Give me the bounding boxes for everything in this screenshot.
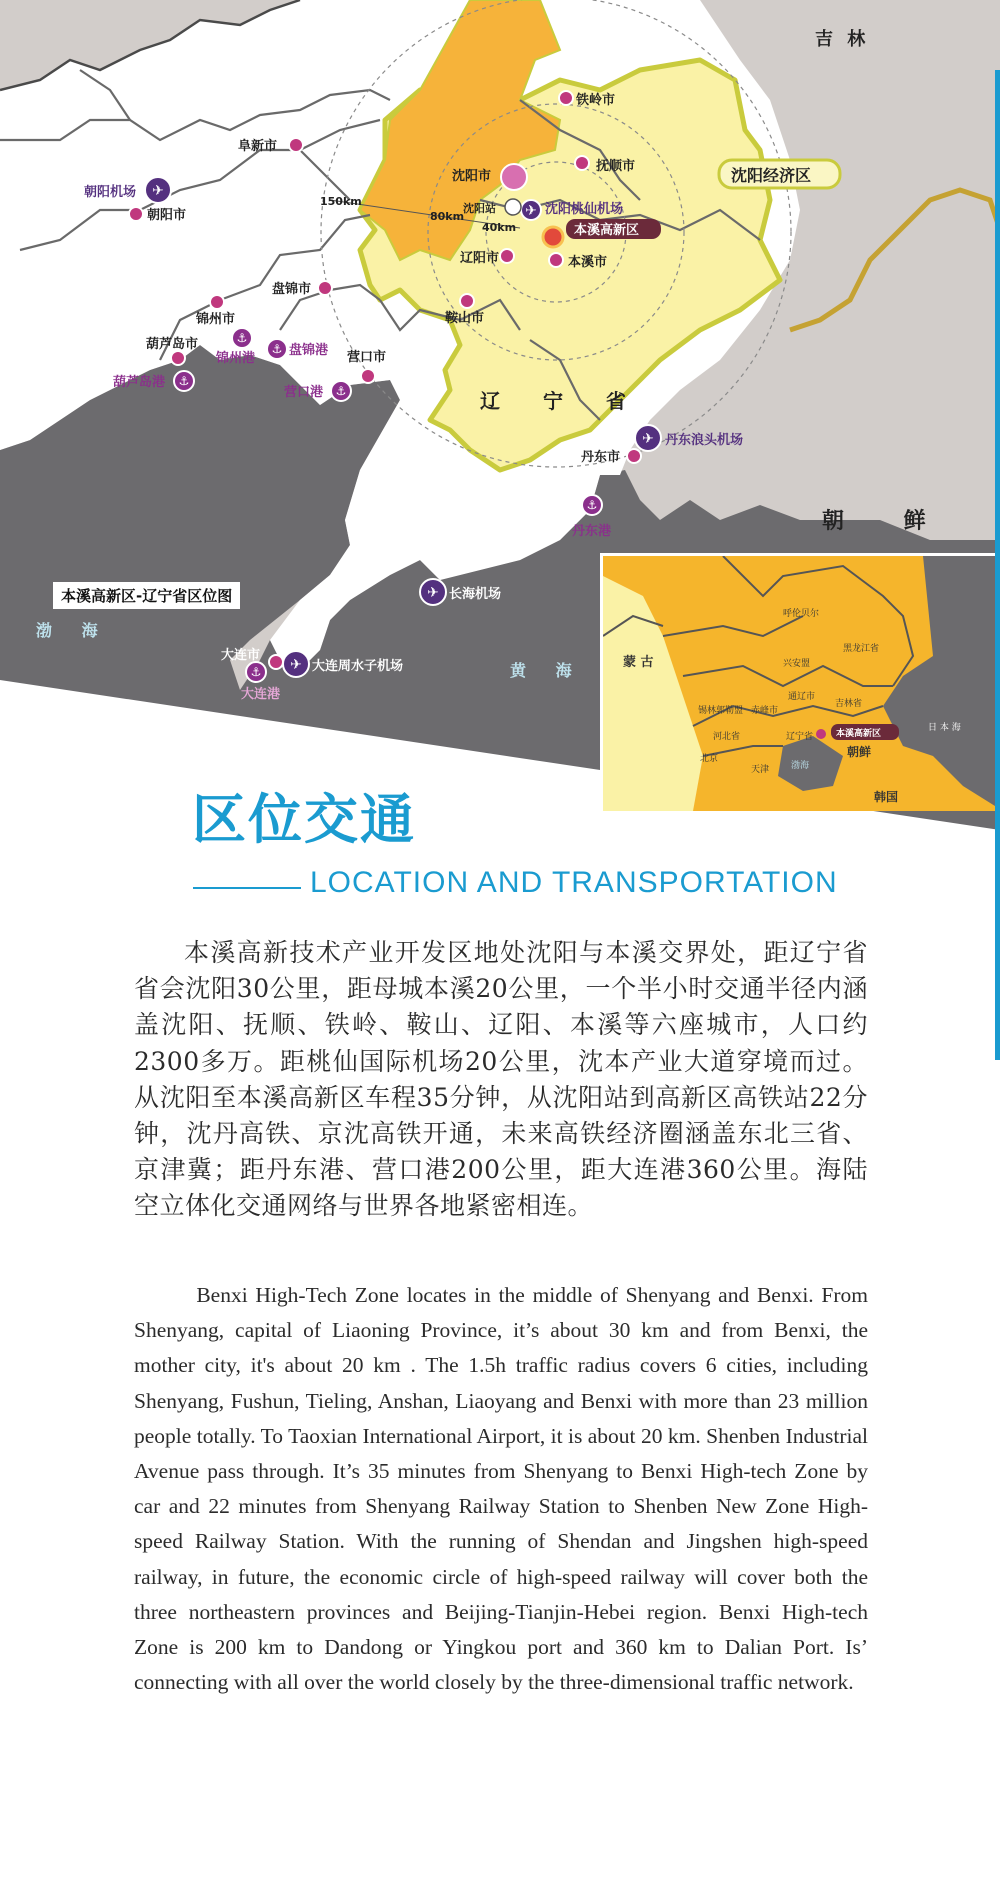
title-rule <box>193 887 301 889</box>
inset-label-bohai: 渤海 <box>791 761 810 771</box>
label-dalian-airport: 大连周水子机场 <box>312 659 404 674</box>
label-anshan: 鞍山市 <box>445 311 485 326</box>
label-fuxin: 阜新市 <box>238 139 278 154</box>
inset-label-tianjin: 天津 <box>751 765 770 775</box>
inset-label-xinganmeng: 兴安盟 <box>783 659 811 669</box>
inset-label-dprk: 朝鲜 <box>847 745 872 759</box>
svg-text:⚓: ⚓ <box>236 331 248 345</box>
label-dandong-airport: 丹东浪头机场 <box>665 433 744 448</box>
svg-text:⚓: ⚓ <box>250 665 262 679</box>
svg-text:✈: ✈ <box>642 431 654 447</box>
label-jinzhou-port: 锦州港 <box>216 351 256 366</box>
inset-label-benxi-zone: 本溪高新区 <box>836 729 882 739</box>
section-title-cn: 区位交通 <box>192 787 416 851</box>
svg-text:✈: ✈ <box>427 585 439 601</box>
map-caption: 本溪高新区-辽宁省区位图 <box>53 582 240 609</box>
inset-label-hulunbuir: 呼伦贝尔 <box>783 609 820 619</box>
label-panjin: 盘锦市 <box>272 282 312 297</box>
label-fushun: 抚顺市 <box>596 159 636 174</box>
svg-text:⚓: ⚓ <box>271 342 283 356</box>
label-liaoyang: 辽阳市 <box>460 251 500 266</box>
label-shenyang-station: 沈阳站 <box>463 202 496 215</box>
svg-text:✈: ✈ <box>290 657 302 673</box>
label-benxi: 本溪市 <box>568 255 608 270</box>
section-title-en: LOCATION AND TRANSPORTATION <box>310 866 838 899</box>
inset-label-liaoning: 辽宁省 <box>786 732 814 742</box>
label-dalian-port: 大连港 <box>241 687 281 702</box>
label-changhai-airport: 长海机场 <box>449 587 502 602</box>
inset-benxi-dot <box>816 729 826 739</box>
label-panjin-port: 盘锦港 <box>289 343 329 358</box>
inset-label-mongolia: 蒙 古 <box>623 655 654 670</box>
label-chaoyang: 朝阳市 <box>147 208 187 223</box>
inset-map-canvas <box>603 556 1000 811</box>
label-chaoyang-airport: 朝阳机场 <box>84 185 137 200</box>
label-yingkou-port: 营口港 <box>284 385 324 400</box>
inset-northeast-china-map <box>600 553 1000 811</box>
label-80km: 80km <box>430 210 465 223</box>
label-shenyang-econ-zone: 沈阳经济区 <box>731 166 812 185</box>
label-huanghai: 黄 海 <box>510 661 584 680</box>
label-taoxian-airport: 沈阳桃仙机场 <box>545 202 624 217</box>
label-dandong-port: 丹东港 <box>572 524 612 539</box>
right-accent-bar <box>995 70 1000 1060</box>
inset-label-heilongjiang: 黑龙江省 <box>843 644 880 654</box>
inset-label-sea-of-japan: 日 本 海 <box>928 723 961 733</box>
inset-label-jilin: 吉林省 <box>835 699 863 709</box>
inset-label-hebei: 河北省 <box>713 732 741 742</box>
label-150km: 150km <box>320 195 362 208</box>
label-tieling: 铁岭市 <box>576 93 616 108</box>
label-huludao: 葫芦岛市 <box>146 337 199 352</box>
label-huludao-port: 葫芦岛港 <box>113 375 166 390</box>
label-benxi-zone: 本溪高新区 <box>574 223 640 238</box>
inset-label-xilinguole: 锡林郭勒盟 <box>698 706 744 716</box>
label-shenyang: 沈阳市 <box>452 169 492 184</box>
inset-label-rok: 韩国 <box>874 790 899 804</box>
label-jinzhou: 锦州市 <box>196 312 236 327</box>
inset-label-beijing: 北京 <box>700 754 719 764</box>
liaoning-location-map <box>0 0 1000 830</box>
label-40km: 40km <box>482 221 517 234</box>
paragraph-cn: 本溪高新技术产业开发区地处沈阳与本溪交界处，距辽宁省省会沈阳30公里，距母城本溪20公里，一个半小时交通半径内涵盖沈阳、抚顺、铁岭、鞍山、辽阳、本溪等六座城市，人口约2300多万。距桃仙国际机场20公里，沈本产业大道穿境而过。从沈阳至本溪高新区车程35分钟，从沈阳站到高新区高铁站22分钟，沈丹高铁、京沈高铁开通，未来高铁经济圈涵盖东北三省、京津冀；距丹东港、营口港200公里，距大连港360公里。海陆空立体化交通网络与世界各地紧密相连。 <box>134 938 868 1221</box>
label-liaoning: 辽 宁 省 <box>480 389 644 413</box>
svg-text:⚓: ⚓ <box>335 384 347 398</box>
label-yingkou: 营口市 <box>347 350 387 365</box>
label-dalian: 大连市 <box>221 648 261 663</box>
inset-label-chifeng: 赤峰市 <box>751 706 779 716</box>
svg-text:⚓: ⚓ <box>178 374 190 388</box>
svg-text:✈: ✈ <box>525 203 537 219</box>
label-dandong: 丹东市 <box>581 450 621 465</box>
svg-text:✈: ✈ <box>152 183 164 199</box>
svg-text:⚓: ⚓ <box>586 498 598 512</box>
train-station-icon <box>505 199 521 215</box>
inset-label-tongliao: 通辽市 <box>788 692 816 702</box>
paragraph-en: Benxi High-Tech Zone locates in the middle of Shenyang and Benxi. From Shenyang, capital of Liaoning Province, it’s about 30 km and from Benxi, the mother city, it's about 20 km . The 1.5h traffic radius covers 6 cities, including Shenyang, Fushun, Tieling, Anshan, Liaoyang and Benxi with more than 23 million people totally. To Taoxian International Airport, it is about 20 km. Shenben Industrial Avenue pass through. It’s 35 minutes from Shenyang to Benxi High-tech Zone by car and 22 minutes from Shenyang Railway Station to Shenben New Zone High-speed Railway Station. With the running of Shendan and Jingshen high-speed railway, in future, the economic circle of high-speed railway will cover both the three northeastern provinces and Beijing-Tianjin-Hebei region. Benxi High-tech Zone is 200 km to Dandong or Yingkou port and 360 km to Dalian Port. Is’ connecting with all over the world closely by the three-dimensional traffic network. <box>134 1283 868 1695</box>
label-jilin: 吉 林 <box>815 29 870 50</box>
label-bohai: 渤 海 <box>36 621 110 640</box>
label-korea: 朝 鲜 <box>822 509 952 534</box>
